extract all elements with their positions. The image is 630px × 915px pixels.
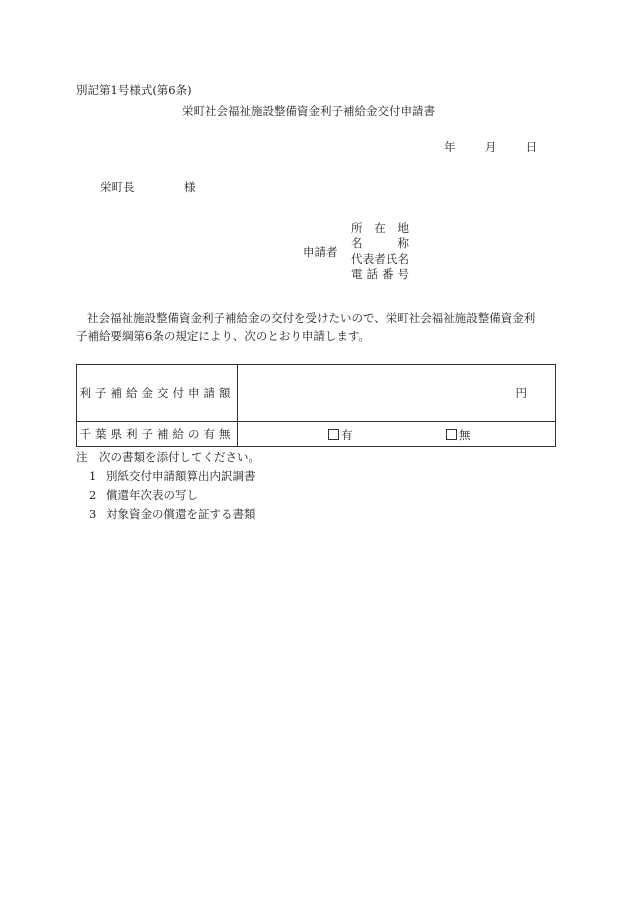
requested-amount-field[interactable] — [238, 365, 556, 422]
applicant-phone-label: 電 話 番 号 — [351, 267, 409, 281]
body-text-line-1: 社会福祉施設整備資金利子補給金の交付を受けたいので、栄町社会福祉施設整備資金利 — [87, 311, 536, 325]
recipient-name: 栄町長 — [100, 180, 135, 194]
body-text-line-2: 子補給要綱第6条の規定により、次のとおり申請します。 — [76, 329, 370, 343]
note-item-number: 2 — [89, 488, 97, 502]
table-row — [77, 422, 556, 447]
chiba-subsidy-options — [238, 422, 556, 447]
note-item-number: 1 — [89, 469, 97, 483]
chiba-subsidy-label: 千葉県利子補給の有無 — [77, 422, 238, 447]
note-item-text: 償還年次表の写し — [106, 488, 198, 502]
applicant-name-label: 名 称 — [351, 236, 409, 250]
date-line — [444, 140, 537, 155]
note-item-text: 別紙交付申請額算出内訳調書 — [106, 469, 256, 483]
applicant-label: 申請者 — [303, 245, 338, 259]
month-label: 月 — [484, 140, 497, 154]
year-label: 年 — [444, 140, 456, 154]
yen-unit: 円 — [515, 386, 527, 400]
checkbox-icon[interactable] — [328, 429, 339, 440]
notes-heading: 注 次の書類を添付してください。 — [76, 450, 260, 464]
checkbox-icon[interactable] — [446, 429, 457, 440]
recipient-honorific: 様 — [184, 180, 196, 194]
day-label: 日 — [525, 140, 538, 154]
option-yes[interactable]: 有 — [328, 427, 353, 443]
applicant-representative-label: 代表者氏名 — [351, 252, 409, 266]
applicant-address-label: 所 在 地 — [351, 221, 409, 235]
document-title: 栄町社会福祉施設整備資金利子補給金交付申請書 — [182, 104, 435, 118]
option-no[interactable]: 無 — [446, 427, 471, 443]
note-item-text: 対象資金の償還を証する書類 — [106, 507, 256, 521]
application-table — [76, 364, 556, 447]
form-reference: 別記第1号様式(第6条) — [76, 83, 192, 97]
table-row — [77, 365, 556, 422]
note-item-number: 3 — [89, 507, 97, 521]
requested-amount-label: 利子補給金交付申請額 — [77, 365, 238, 422]
